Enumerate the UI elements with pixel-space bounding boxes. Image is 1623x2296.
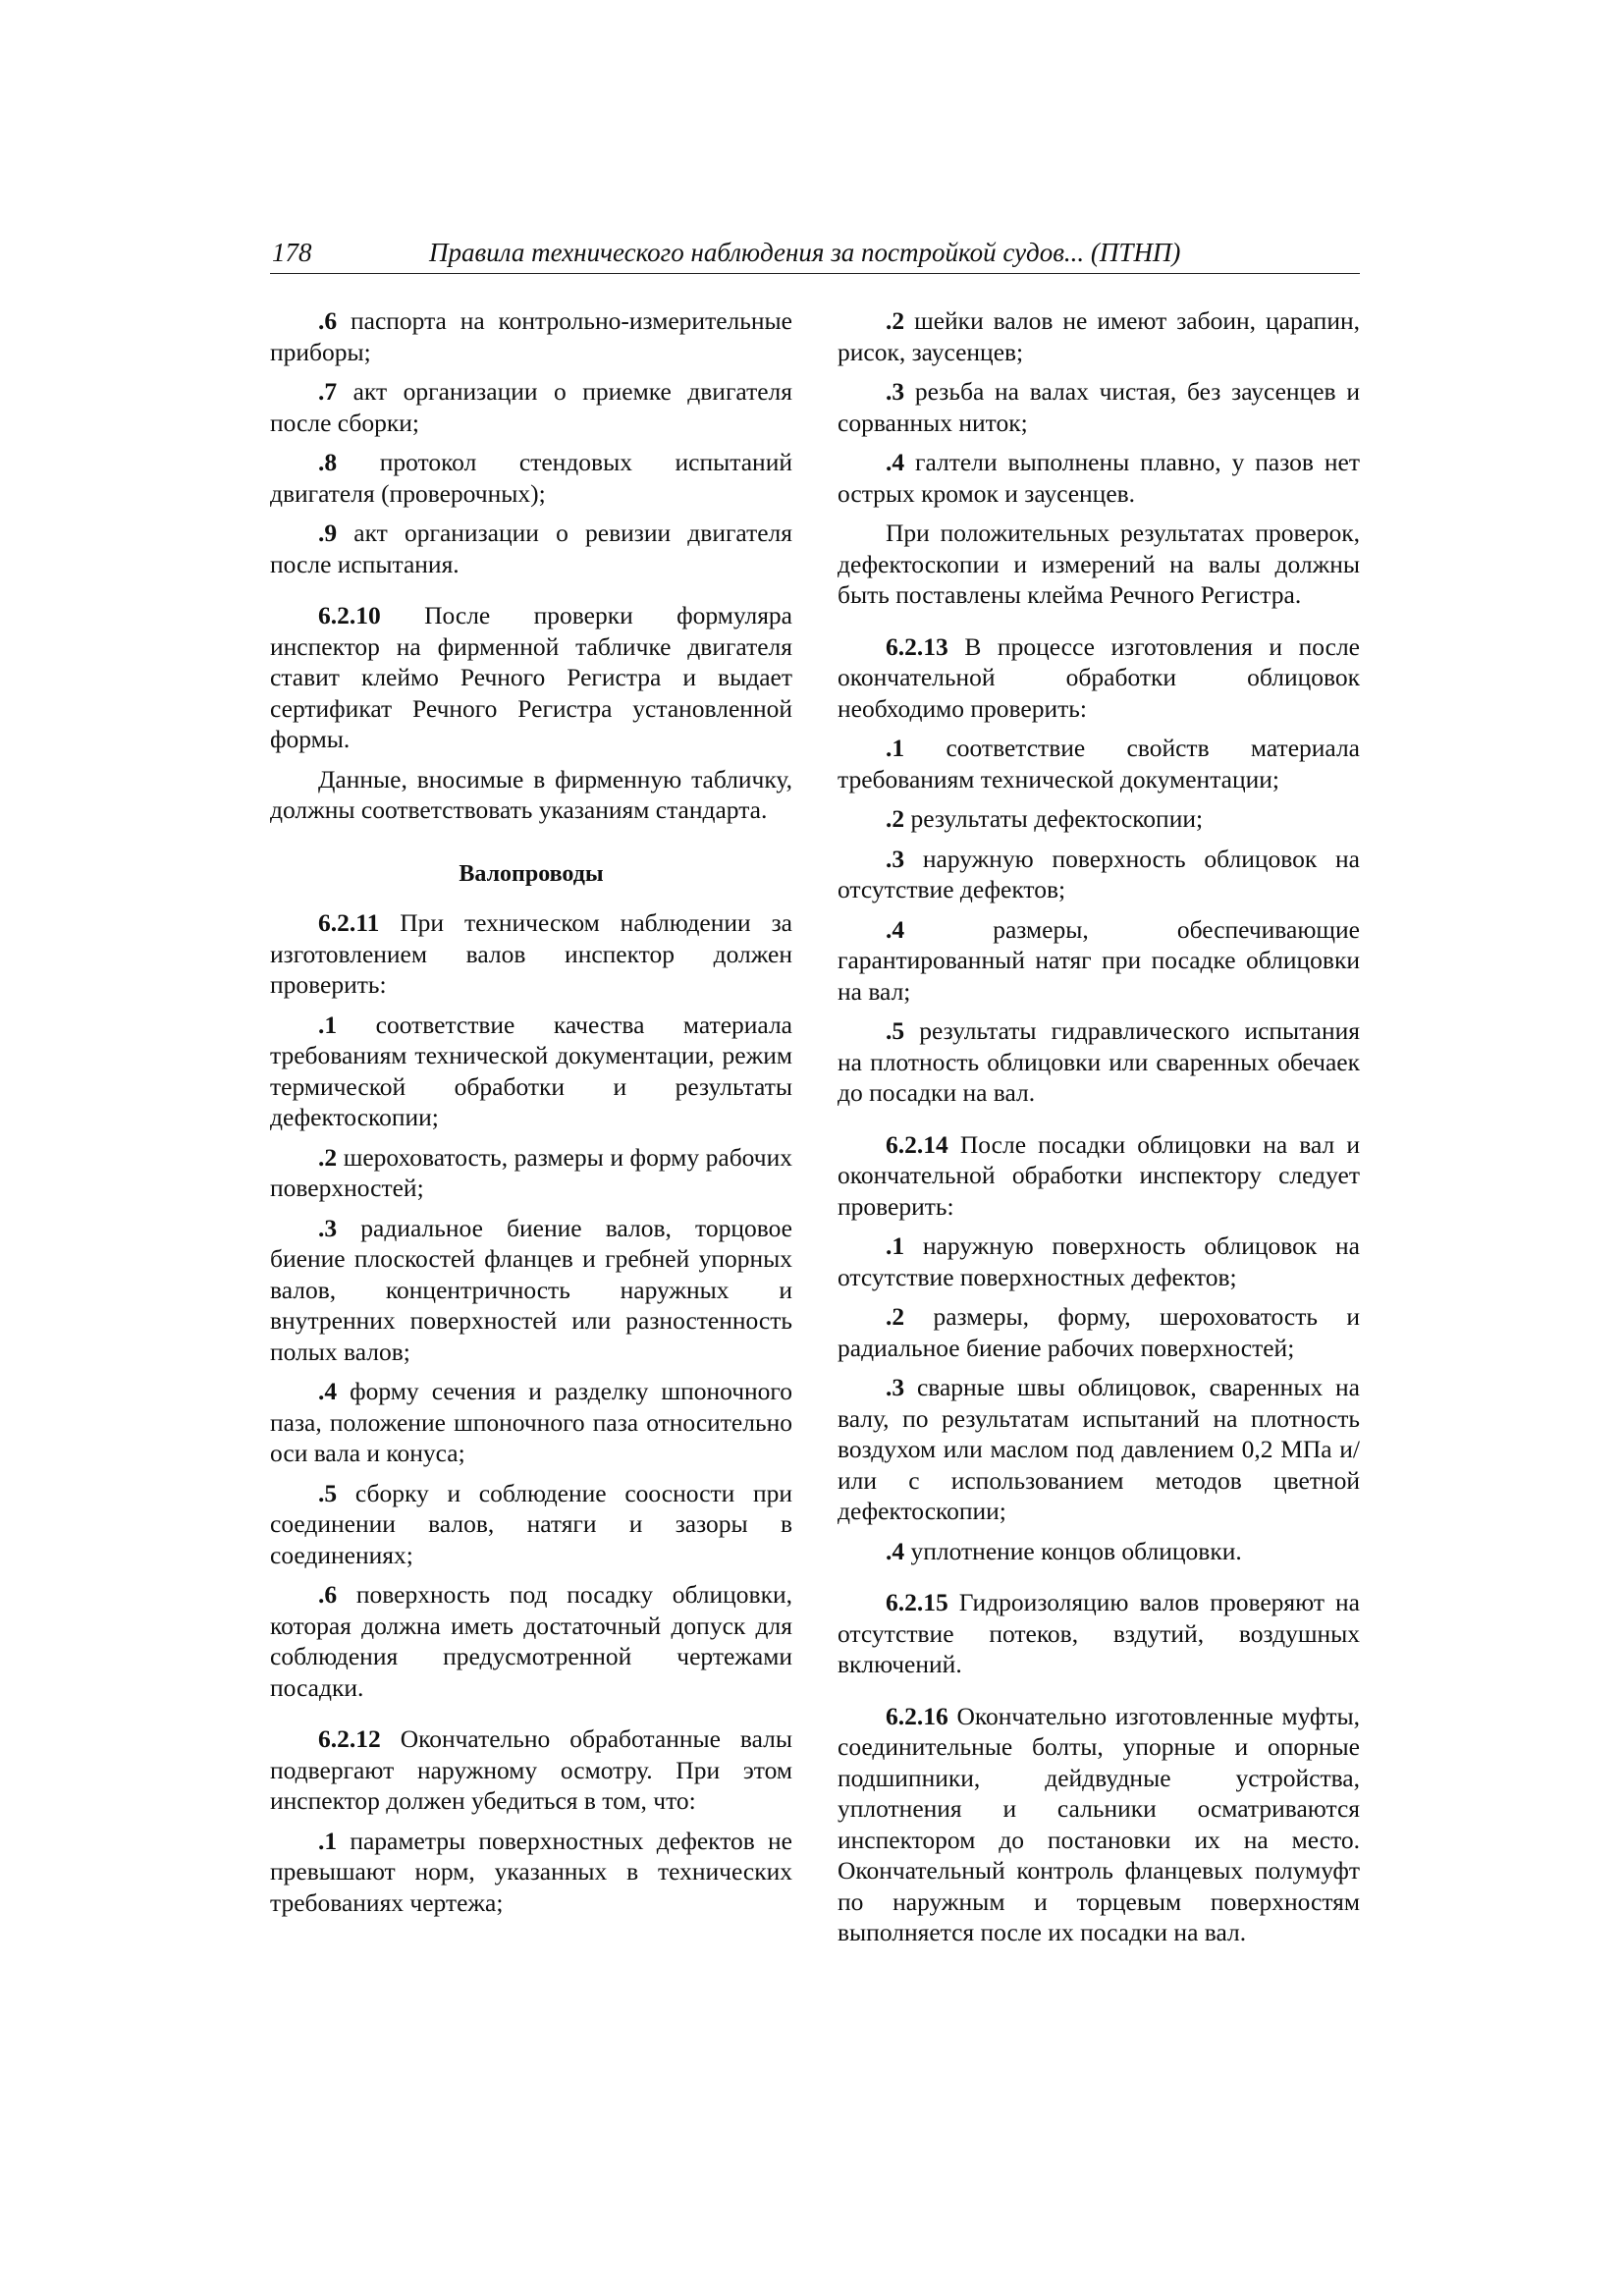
page-number: 178 [272,238,312,267]
paragraph: .5 результаты гидравлического испытания на плотность облицовки или сваренных обечаек до посадки на вал. [838,1016,1360,1107]
clause-6-2-13: 6.2.13 В процессе изготовления и после окончательной обработки облицовок необходимо проверить: [838,631,1360,723]
paragraph: Данные, вносимые в фирменную табличку, должны соответствовать указаниям стандарта. [270,764,792,824]
paragraph: .2 результаты дефектоскопии; [886,804,1204,833]
paragraph: .4 форму сечения и разделку шпоночного паза, положение шпоночного паза относительно оси вала и конуса; [270,1377,792,1467]
paragraph: .4 уплотнение концов облицовки. [886,1536,1242,1565]
running-title: Правила технического наблюдения за постройкой судов... (ПТНП) [429,238,1181,267]
paragraph: .3 сварные швы облицовок, сваренных на валу, по результатам испытаний на плотность воздухом или маслом под давлением 0,2 МПа и/или с использованием методов цветной дефектоскопии; [838,1373,1360,1525]
clause-6-2-15: 6.2.15 Гидроизоляцию валов проверяют на отсутствие потеков, вздутий, воздушных включений. [838,1588,1360,1678]
right-column [838,305,1360,1957]
paragraph: .3 радиальное биение валов, торцовое биение плоскостей фланцев и гребней упорных валов, концентричность наружных и внутренних поверхностей или разностенность полых валов; [270,1213,792,1366]
paragraph: .7 акт организации о приемке двигателя после сборки; [270,377,792,437]
clause-6-2-16: 6.2.16 Окончательно изготовленные муфты, соединительные болты, упорные и опорные подшипники, дейдвудные устройства, уплотнения и сальники осматриваются инспектором до постановки их на место. Окончательный контроль фланцевых полумуфт по наружным и торцевым поверхностям выполняется после их посадки на вал. [838,1701,1360,1946]
paragraph: .3 резьба на валах чистая, без заусенцев и сорванных ниток; [838,377,1360,437]
clause-6-2-11: 6.2.11 При техническом наблюдении за изготовлением валов инспектор должен проверить: [270,908,792,999]
paragraph: .5 сборку и соблюдение соосности при соединении валов, натяги и зазоры в соединениях; [270,1478,792,1569]
paragraph: .2 шейки валов не имеют забоин, царапин, рисок, заусенцев; [838,306,1360,366]
left-column [270,305,792,1927]
paragraph: .1 параметры поверхностных дефектов не превышают норм, указанных в технических требованиях чертежа; [270,1826,792,1917]
paragraph: .3 наружную поверхность облицовок на отсутствие дефектов; [838,844,1360,903]
paragraph: .4 галтели выполнены плавно, у пазов нет острых кромок и заусенцев. [838,448,1360,508]
section-title: Валопроводы [459,860,604,887]
page-header [270,236,1360,274]
paragraph: .6 поверхность под посадку облицовки, которая должна иметь достаточный допуск для соблюдения предусмотренной чертежами посадки. [270,1580,792,1702]
clause-6-2-12: 6.2.12 Окончательно обработанные валы подвергают наружному осмотру. При этом инспектор должен убедиться в том, что: [270,1724,792,1815]
clause-6-2-10: 6.2.10 После проверки формуляра инспектор на фирменной табличке двигателя ставит клеймо Речного Регистра и выдает сертификат Речного Регистра установленной формы. [270,601,792,753]
paragraph: .2 размеры, форму, шероховатость и радиальное биение рабочих поверхностей; [838,1302,1360,1362]
clause-6-2-14: 6.2.14 После посадки облицовки на вал и окончательной обработки инспектору следует проверить: [838,1129,1360,1221]
paragraph: .8 протокол стендовых испытаний двигателя (проверочных); [270,448,792,508]
paragraph: .4 размеры, обеспечивающие гарантированный натяг при посадке облицовки на вал; [838,914,1360,1006]
paragraph: .2 шероховатость, размеры и форму рабочих поверхностей; [270,1142,792,1202]
paragraph: .9 акт организации о ревизии двигателя после испытания. [270,519,792,578]
paragraph: .1 наружную поверхность облицовок на отсутствие поверхностных дефектов; [838,1231,1360,1291]
paragraph: .6 паспорта на контрольно-измерительные приборы; [270,306,792,366]
paragraph: .1 соответствие свойств материала требованиям технической документации; [838,734,1360,793]
paragraph: .1 соответствие качества материала требованиям технической документации, режим термической обработки и результаты дефектоскопии; [270,1010,792,1131]
paragraph: При положительных результатах проверок, дефектоскопии и измерений на валы должны быть поставлены клейма Речного Регистра. [838,519,1360,609]
